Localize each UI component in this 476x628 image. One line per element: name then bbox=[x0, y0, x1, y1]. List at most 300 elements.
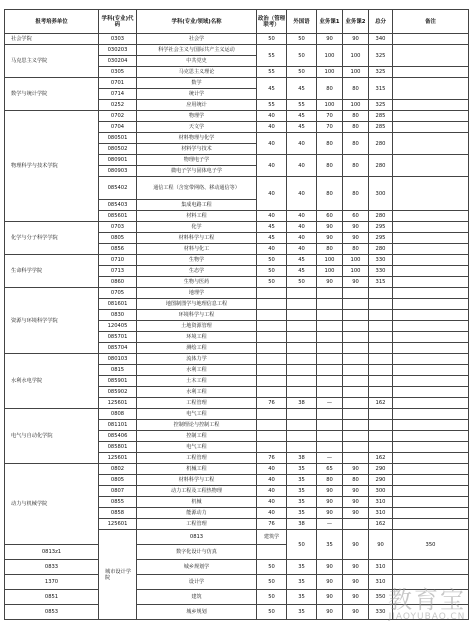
course-1-cell: 100 bbox=[317, 255, 343, 266]
course-2-cell: 80 bbox=[343, 475, 369, 486]
total-cell: 350 bbox=[369, 590, 393, 605]
course-2-cell: 80 bbox=[343, 244, 369, 255]
code-cell: 0305 bbox=[99, 67, 137, 78]
total-cell: 162 bbox=[369, 398, 393, 409]
foreign-language-cell: 50 bbox=[287, 67, 317, 78]
politics-cell: 40 bbox=[257, 122, 287, 133]
course-2-cell bbox=[343, 365, 369, 376]
total-cell: 280 bbox=[369, 155, 393, 177]
course-1-cell: 90 bbox=[317, 486, 343, 497]
note-cell bbox=[393, 387, 469, 398]
politics-cell bbox=[257, 310, 287, 321]
header-unit: 报考培养单位 bbox=[5, 10, 99, 34]
course-2-cell: 90 bbox=[343, 575, 369, 590]
total-cell bbox=[369, 354, 393, 365]
unit-cell: 生命科学学院 bbox=[5, 255, 99, 288]
name-cell: 土地资源管理 bbox=[137, 321, 257, 332]
code-cell: 1370 bbox=[5, 575, 99, 590]
table-row bbox=[5, 34, 469, 45]
name-cell: 工程管理 bbox=[137, 453, 257, 464]
foreign-language-cell: 35 bbox=[287, 508, 317, 519]
note-cell bbox=[393, 67, 469, 78]
total-cell: 285 bbox=[369, 122, 393, 133]
code-cell: 080901 bbox=[99, 155, 137, 166]
name-cell: 材料学与技术 bbox=[137, 144, 257, 155]
politics-cell bbox=[257, 343, 287, 354]
name-cell: 科学社会主义与国际共产主义运动 bbox=[137, 45, 257, 56]
total-cell: 300 bbox=[369, 177, 393, 211]
table-row bbox=[5, 409, 469, 420]
note-cell bbox=[393, 560, 469, 575]
total-cell: 280 bbox=[369, 211, 393, 222]
course-2-cell: 100 bbox=[343, 266, 369, 277]
foreign-language-cell: 40 bbox=[287, 244, 317, 255]
name-cell: 材料与化工 bbox=[137, 244, 257, 255]
watermark-text: 教育宝 bbox=[388, 586, 466, 614]
name-cell: 城乡规划 bbox=[137, 605, 257, 620]
foreign-language-cell bbox=[287, 321, 317, 332]
politics-cell: 40 bbox=[257, 177, 287, 211]
note-cell bbox=[393, 343, 469, 354]
course-1-cell: 90 bbox=[343, 530, 369, 560]
total-cell bbox=[369, 321, 393, 332]
note-cell bbox=[393, 519, 469, 530]
name-cell: 集成电路工程 bbox=[137, 200, 257, 211]
total-cell bbox=[369, 442, 393, 453]
course-2-cell bbox=[343, 310, 369, 321]
name-cell: 生物与医药 bbox=[137, 277, 257, 288]
politics-cell: 40 bbox=[257, 497, 287, 508]
foreign-language-cell: 45 bbox=[287, 255, 317, 266]
course-2-cell: 90 bbox=[343, 233, 369, 244]
course-1-cell: 70 bbox=[317, 122, 343, 133]
code-cell: 0805 bbox=[99, 475, 137, 486]
course-2-cell: 60 bbox=[343, 211, 369, 222]
code-cell: 0856 bbox=[99, 244, 137, 255]
course-2-cell: 90 bbox=[343, 560, 369, 575]
course-1-cell bbox=[317, 299, 343, 310]
foreign-language-cell: 40 bbox=[287, 233, 317, 244]
foreign-language-cell: 35 bbox=[287, 575, 317, 590]
note-cell bbox=[393, 453, 469, 464]
foreign-language-cell bbox=[287, 431, 317, 442]
unit-cell: 化学与分子科学学院 bbox=[5, 222, 99, 255]
foreign-language-cell bbox=[287, 442, 317, 453]
course-2-cell: 100 bbox=[343, 67, 369, 78]
foreign-language-cell bbox=[287, 310, 317, 321]
name-cell: 生物学 bbox=[137, 255, 257, 266]
total-cell: 330 bbox=[369, 255, 393, 266]
note-cell bbox=[393, 211, 469, 222]
name-cell: 地理学 bbox=[137, 288, 257, 299]
course-1-cell: 100 bbox=[317, 266, 343, 277]
total-cell: 295 bbox=[369, 233, 393, 244]
course-1-cell bbox=[317, 354, 343, 365]
politics-cell: 45 bbox=[257, 78, 287, 100]
course-1-cell: 70 bbox=[317, 111, 343, 122]
course-1-cell: 80 bbox=[317, 78, 343, 100]
code-cell: 0713 bbox=[99, 266, 137, 277]
note-cell bbox=[393, 332, 469, 343]
foreign-language-cell: 40 bbox=[287, 222, 317, 233]
politics-cell bbox=[257, 321, 287, 332]
foreign-language-cell bbox=[287, 354, 317, 365]
total-cell bbox=[369, 365, 393, 376]
total-cell bbox=[369, 310, 393, 321]
code-cell: 085902 bbox=[99, 387, 137, 398]
note-cell bbox=[393, 177, 469, 211]
table-row bbox=[5, 354, 469, 365]
course-1-cell: 80 bbox=[317, 177, 343, 211]
foreign-language-cell: 35 bbox=[287, 497, 317, 508]
note-cell bbox=[393, 431, 469, 442]
header-course-1: 业务课1 bbox=[317, 10, 343, 34]
foreign-language-cell: 45 bbox=[287, 266, 317, 277]
course-1-cell: 90 bbox=[317, 605, 343, 620]
total-cell: 340 bbox=[369, 34, 393, 45]
foreign-language-cell bbox=[287, 332, 317, 343]
code-cell: 0815 bbox=[99, 365, 137, 376]
table-row bbox=[5, 605, 469, 620]
code-cell: 085402 bbox=[99, 177, 137, 200]
course-1-cell: 90 bbox=[317, 233, 343, 244]
politics-cell bbox=[257, 387, 287, 398]
note-cell bbox=[393, 575, 469, 590]
course-2-cell bbox=[343, 321, 369, 332]
name-cell: 工程管理 bbox=[137, 398, 257, 409]
politics-cell: 50 bbox=[257, 277, 287, 288]
foreign-language-cell: 35 bbox=[287, 464, 317, 475]
politics-cell bbox=[257, 354, 287, 365]
total-cell: 325 bbox=[369, 67, 393, 78]
table-row bbox=[5, 575, 469, 590]
politics-cell: 55 bbox=[257, 45, 287, 67]
name-cell: 水利工程 bbox=[137, 365, 257, 376]
course-1-cell: — bbox=[317, 519, 343, 530]
table-row bbox=[5, 78, 469, 89]
course-2-cell: 80 bbox=[343, 111, 369, 122]
name-cell: 地图制图学与地理信息工程 bbox=[137, 299, 257, 310]
name-cell: 土木工程 bbox=[137, 376, 257, 387]
course-2-cell: 90 bbox=[343, 486, 369, 497]
politics-cell: 40 bbox=[257, 464, 287, 475]
code-cell: 080501 bbox=[99, 133, 137, 144]
foreign-language-cell: 50 bbox=[287, 45, 317, 67]
unit-cell: 城市设计学院 bbox=[99, 530, 137, 620]
unit-cell: 水利水电学院 bbox=[5, 354, 99, 409]
politics-cell: 55 bbox=[257, 67, 287, 78]
total-cell: 310 bbox=[369, 497, 393, 508]
table-row bbox=[5, 464, 469, 475]
course-1-cell: 90 bbox=[317, 34, 343, 45]
note-cell bbox=[393, 244, 469, 255]
code-cell: 085704 bbox=[99, 343, 137, 354]
code-cell: 085403 bbox=[99, 200, 137, 211]
table-row bbox=[5, 560, 469, 575]
politics-cell bbox=[257, 288, 287, 299]
note-cell bbox=[393, 420, 469, 431]
course-1-cell: — bbox=[317, 453, 343, 464]
name-cell: 电气工程 bbox=[137, 442, 257, 453]
table-row bbox=[5, 45, 469, 56]
total-cell bbox=[369, 387, 393, 398]
header-politics: 政治（管理联考） bbox=[257, 10, 287, 34]
unit-cell: 资源与环境科学学院 bbox=[5, 288, 99, 354]
course-1-cell: 90 bbox=[317, 222, 343, 233]
code-cell: 0705 bbox=[99, 288, 137, 299]
name-cell: 物理电子学 bbox=[137, 155, 257, 166]
note-cell bbox=[393, 233, 469, 244]
name-cell: 电气工程 bbox=[137, 409, 257, 420]
course-1-cell: 80 bbox=[317, 155, 343, 177]
note-cell bbox=[393, 497, 469, 508]
note-cell bbox=[393, 255, 469, 266]
note-cell bbox=[393, 277, 469, 288]
unit-cell: 数学与统计学院 bbox=[5, 78, 99, 111]
foreign-language-cell: 40 bbox=[287, 211, 317, 222]
table-row bbox=[5, 222, 469, 233]
course-1-cell bbox=[317, 420, 343, 431]
total-cell: 330 bbox=[369, 605, 393, 620]
politics-cell: 40 bbox=[257, 133, 287, 155]
code-cell: 0833 bbox=[5, 560, 99, 575]
name-cell: 建筑 bbox=[137, 590, 257, 605]
note-cell bbox=[393, 354, 469, 365]
code-cell: 0858 bbox=[99, 508, 137, 519]
note-cell bbox=[393, 475, 469, 486]
politics-cell bbox=[257, 332, 287, 343]
course-1-cell bbox=[317, 365, 343, 376]
name-cell: 环境工程 bbox=[137, 332, 257, 343]
note-cell bbox=[393, 508, 469, 519]
header-note: 备注 bbox=[393, 10, 469, 34]
total-cell bbox=[369, 299, 393, 310]
course-1-cell: 100 bbox=[317, 100, 343, 111]
note-cell bbox=[393, 34, 469, 45]
code-cell: 0710 bbox=[99, 255, 137, 266]
name-cell: 水利工程 bbox=[137, 387, 257, 398]
course-2-cell: 80 bbox=[343, 122, 369, 133]
course-1-cell bbox=[317, 310, 343, 321]
course-1-cell: — bbox=[317, 398, 343, 409]
code-cell: 120405 bbox=[99, 321, 137, 332]
note-cell bbox=[393, 45, 469, 67]
name-cell: 化学 bbox=[137, 222, 257, 233]
foreign-language-cell bbox=[287, 365, 317, 376]
politics-cell: 45 bbox=[257, 222, 287, 233]
name-cell: 天文学 bbox=[137, 122, 257, 133]
code-cell: 080903 bbox=[99, 166, 137, 177]
foreign-language-cell: 50 bbox=[287, 34, 317, 45]
total-cell: 290 bbox=[369, 475, 393, 486]
course-1-cell bbox=[317, 442, 343, 453]
foreign-language-cell bbox=[287, 343, 317, 354]
politics-cell: 50 bbox=[257, 590, 287, 605]
foreign-language-cell bbox=[287, 299, 317, 310]
name-cell: 控制工程 bbox=[137, 431, 257, 442]
total-cell: 310 bbox=[369, 560, 393, 575]
name-cell: 材料物理与化学 bbox=[137, 133, 257, 144]
code-cell: 0703 bbox=[99, 222, 137, 233]
note-cell bbox=[393, 100, 469, 111]
name-cell: 设计学 bbox=[137, 575, 257, 590]
name-cell: 机械 bbox=[137, 497, 257, 508]
course-1-cell: 80 bbox=[317, 475, 343, 486]
code-cell: 0808 bbox=[99, 409, 137, 420]
politics-cell: 50 bbox=[257, 560, 287, 575]
note-cell bbox=[393, 409, 469, 420]
politics-cell: 50 bbox=[257, 575, 287, 590]
note-cell bbox=[393, 155, 469, 177]
course-1-cell bbox=[317, 376, 343, 387]
total-cell: 325 bbox=[369, 45, 393, 67]
name-cell: 生态学 bbox=[137, 266, 257, 277]
course-2-cell: 80 bbox=[343, 155, 369, 177]
politics-cell: 76 bbox=[257, 519, 287, 530]
name-cell: 材料工程 bbox=[137, 211, 257, 222]
course-2-cell bbox=[343, 299, 369, 310]
code-cell: 0714 bbox=[99, 89, 137, 100]
total-cell: 290 bbox=[369, 464, 393, 475]
total-cell bbox=[369, 431, 393, 442]
code-cell: 125601 bbox=[99, 519, 137, 530]
course-2-cell: 100 bbox=[343, 100, 369, 111]
foreign-language-cell: 40 bbox=[287, 177, 317, 211]
foreign-language-cell bbox=[287, 409, 317, 420]
politics-cell: 40 bbox=[257, 111, 287, 122]
name-cell: 社会学 bbox=[137, 34, 257, 45]
politics-cell: 40 bbox=[257, 244, 287, 255]
foreign-language-cell: 45 bbox=[287, 78, 317, 100]
name-cell: 马克思主义理论 bbox=[137, 67, 257, 78]
politics-cell: 50 bbox=[287, 530, 317, 560]
foreign-language-cell bbox=[287, 288, 317, 299]
code-cell: 0860 bbox=[99, 277, 137, 288]
code-cell: 030204 bbox=[99, 56, 137, 67]
foreign-language-cell: 35 bbox=[317, 530, 343, 560]
course-2-cell: 90 bbox=[343, 277, 369, 288]
total-cell: 325 bbox=[369, 100, 393, 111]
course-2-cell: 90 bbox=[369, 530, 393, 560]
name-cell: 环境科学与工程 bbox=[137, 310, 257, 321]
foreign-language-cell bbox=[287, 387, 317, 398]
course-1-cell: 80 bbox=[317, 133, 343, 155]
foreign-language-cell: 35 bbox=[287, 486, 317, 497]
code-cell: 085601 bbox=[99, 211, 137, 222]
code-cell: 0704 bbox=[99, 122, 137, 133]
course-2-cell bbox=[343, 288, 369, 299]
note-cell bbox=[393, 398, 469, 409]
course-1-cell bbox=[317, 409, 343, 420]
note-cell bbox=[393, 442, 469, 453]
politics-cell bbox=[257, 365, 287, 376]
total-cell: 162 bbox=[369, 519, 393, 530]
note-cell bbox=[393, 605, 469, 620]
code-cell: 081601 bbox=[99, 299, 137, 310]
course-2-cell bbox=[343, 442, 369, 453]
foreign-language-cell: 35 bbox=[287, 590, 317, 605]
course-2-cell: 90 bbox=[343, 464, 369, 475]
course-1-cell: 90 bbox=[317, 277, 343, 288]
course-1-cell: 90 bbox=[317, 575, 343, 590]
name-cell: 动力工程及工程热物理 bbox=[137, 486, 257, 497]
politics-cell: 76 bbox=[257, 453, 287, 464]
course-2-cell bbox=[343, 420, 369, 431]
table-body bbox=[5, 34, 469, 620]
course-2-cell: 90 bbox=[343, 605, 369, 620]
course-2-cell: 90 bbox=[343, 222, 369, 233]
code-cell: 0830 bbox=[99, 310, 137, 321]
code-cell: 125601 bbox=[99, 453, 137, 464]
header-code: 学科(专业)代码 bbox=[99, 10, 137, 34]
politics-cell: 50 bbox=[257, 266, 287, 277]
name-cell: 工程管理 bbox=[137, 519, 257, 530]
table-row bbox=[5, 590, 469, 605]
total-cell: 300 bbox=[369, 486, 393, 497]
politics-cell: 40 bbox=[257, 155, 287, 177]
name-cell: 能源动力 bbox=[137, 508, 257, 519]
foreign-language-cell bbox=[287, 376, 317, 387]
course-2-cell: 90 bbox=[343, 34, 369, 45]
total-cell: 350 bbox=[393, 530, 469, 560]
code-cell: 085801 bbox=[99, 442, 137, 453]
watermark-url: JIAOYUBAO.CN bbox=[388, 612, 466, 622]
code-cell: 0702 bbox=[99, 111, 137, 122]
course-1-cell bbox=[317, 431, 343, 442]
code-cell: 0303 bbox=[99, 34, 137, 45]
total-cell: 310 bbox=[369, 575, 393, 590]
note-cell bbox=[393, 365, 469, 376]
table-row bbox=[5, 255, 469, 266]
course-2-cell: 80 bbox=[343, 177, 369, 211]
total-cell: 280 bbox=[369, 133, 393, 155]
unit-cell: 物理科学与技术学院 bbox=[5, 111, 99, 222]
course-2-cell bbox=[343, 398, 369, 409]
total-cell bbox=[369, 409, 393, 420]
course-2-cell bbox=[343, 453, 369, 464]
code-cell: 085701 bbox=[99, 332, 137, 343]
course-1-cell: 90 bbox=[317, 508, 343, 519]
code-cell: 125601 bbox=[99, 398, 137, 409]
code-cell: 085901 bbox=[99, 376, 137, 387]
note-cell bbox=[393, 288, 469, 299]
header-foreign-language: 外国语 bbox=[287, 10, 317, 34]
course-2-cell bbox=[343, 343, 369, 354]
politics-cell: 40 bbox=[257, 508, 287, 519]
total-cell bbox=[369, 376, 393, 387]
total-cell: 315 bbox=[369, 78, 393, 100]
course-1-cell bbox=[317, 387, 343, 398]
note-cell bbox=[393, 310, 469, 321]
code-cell: 0813z1 bbox=[5, 545, 99, 560]
note-cell bbox=[393, 266, 469, 277]
name-cell: 通信工程（含宽带网络、移动通信等） bbox=[137, 177, 257, 200]
course-1-cell: 100 bbox=[317, 67, 343, 78]
code-cell: 030203 bbox=[99, 45, 137, 56]
note-cell bbox=[393, 122, 469, 133]
table-row bbox=[5, 288, 469, 299]
foreign-language-cell: 38 bbox=[287, 453, 317, 464]
course-1-cell: 60 bbox=[317, 211, 343, 222]
course-1-cell: 90 bbox=[317, 590, 343, 605]
code-cell: 0802 bbox=[99, 464, 137, 475]
foreign-language-cell: 38 bbox=[287, 519, 317, 530]
note-cell bbox=[393, 299, 469, 310]
total-cell bbox=[369, 288, 393, 299]
table-row bbox=[5, 111, 469, 122]
foreign-language-cell: 35 bbox=[287, 475, 317, 486]
note-cell bbox=[393, 111, 469, 122]
